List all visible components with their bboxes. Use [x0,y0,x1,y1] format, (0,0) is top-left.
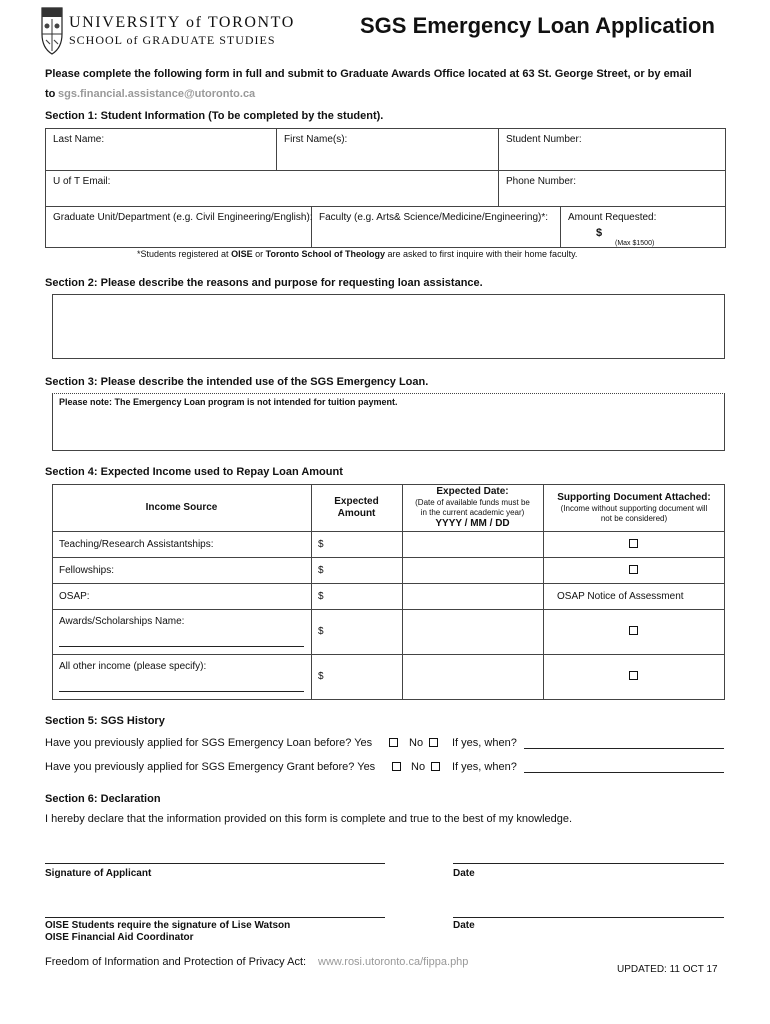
student-info-table [45,128,726,248]
awards-name-line[interactable] [59,646,304,647]
intro-text: Please complete the following form in full and submit to Graduate Awards Office located at 63 St. George Street, or by email [45,68,692,80]
grant-history-question: Have you previously applied for SGS Emergency Grant before? Yes [45,761,376,773]
note-tst: Toronto School of Theology [265,249,385,259]
loan-no-label: No [409,737,424,749]
privacy-act-label: Freedom of Information and Protection of Privacy Act: [45,956,307,968]
amount-dollar-sign: $ [596,227,603,239]
oise-date-label: Date [453,920,475,931]
uoft-email-field[interactable]: U of T Email: [53,176,111,187]
income-source-awards: Awards/Scholarships Name: [59,616,185,627]
first-name-field[interactable]: First Name(s): [284,134,348,145]
col-date-sub1: (Date of available funds must be [415,498,530,507]
amount-osap-field[interactable]: $ [318,591,324,602]
note-prefix: *Students registered at [137,249,229,259]
col-doc-sub1: (Income without supporting document will [560,504,708,513]
grant-when-line[interactable] [524,772,724,773]
loan-when-label: If yes, when? [452,737,517,749]
grant-yes-checkbox[interactable] [392,762,401,771]
section6-heading: Section 6: Declaration [45,793,161,805]
signature-applicant-label: Signature of Applicant [45,868,152,879]
amount-ta-ra-field[interactable]: $ [318,539,324,550]
loan-yes-checkbox[interactable] [389,738,398,747]
income-source-ta-ra: Teaching/Research Assistantships: [59,539,214,550]
oise-tst-note [137,249,577,259]
applicant-date-line[interactable] [453,863,724,864]
loan-history-question: Have you previously applied for SGS Emergency Loan before? Yes [45,737,373,749]
oise-signature-label [45,920,290,944]
col-date-sub2: in the current academic year) [420,508,525,517]
note-suffix: are asked to first inquire with their home faculty. [387,249,578,259]
section4-heading: Section 4: Expected Income used to Repay Loan Amount [45,466,343,478]
amount-requested-field[interactable]: Amount Requested: [568,212,657,223]
applicant-date-label: Date [453,868,475,879]
declaration-statement: I hereby declare that the information provided on this form is complete and true to the best of my knowledge. [45,813,573,825]
amount-max-note: (Max $1500) [615,240,655,247]
graduate-unit-field[interactable]: Graduate Unit/Department (e.g. Civil Engineering/English): [53,212,313,223]
doc-checkbox-fellowships[interactable] [629,565,638,574]
doc-checkbox-other[interactable] [629,671,638,680]
loan-when-line[interactable] [524,748,724,749]
oise-date-line[interactable] [453,917,724,918]
amount-fellowships-field[interactable]: $ [318,565,324,576]
doc-checkbox-awards[interactable] [629,626,638,635]
oise-line2: OISE Financial Aid Coordinator [45,932,194,943]
school-name: SCHOOL of GRADUATE STUDIES [69,33,276,47]
grant-when-label: If yes, when? [452,761,517,773]
col-expected-date [402,486,543,530]
amount-awards-field[interactable]: $ [318,626,324,637]
phone-number-field[interactable]: Phone Number: [506,176,577,187]
section1-heading: Section 1: Student Information (To be completed by the student). [45,110,384,122]
intro-to: to [45,88,56,100]
col-date-title: Expected Date: [436,486,509,497]
student-number-field[interactable]: Student Number: [506,134,582,145]
other-income-line[interactable] [59,691,304,692]
note-or: or [255,249,264,259]
income-source-other: All other income (please specify): [59,661,207,672]
income-source-osap: OSAP: [59,591,90,602]
oise-signature-line[interactable] [45,917,385,918]
updated-date: UPDATED: 11 OCT 17 [617,964,718,975]
submission-email-link[interactable]: sgs.financial.assistance@utoronto.ca [58,88,256,100]
oise-line1: OISE Students require the signature of Lise Watson [45,920,291,931]
col-doc-title: Supporting Document Attached: [557,492,711,503]
grant-no-checkbox[interactable] [431,762,440,771]
note-oise: OISE [231,249,253,259]
loan-reasons-textarea[interactable] [52,294,725,359]
tuition-note: Please note: The Emergency Loan program is not intended for tuition payment. [59,397,398,407]
col-expected-amount [311,496,402,520]
privacy-act-link[interactable]: www.rosi.utoronto.ca/fippa.php [318,956,469,968]
applicant-signature-line[interactable] [45,863,385,864]
col-income-source: Income Source [145,502,218,513]
last-name-field[interactable]: Last Name: [53,134,105,145]
grant-no-label: No [411,761,426,773]
col-amount-line1: Expected [334,496,379,507]
section2-heading: Section 2: Please describe the reasons and purpose for requesting loan assistance. [45,277,483,289]
loan-no-checkbox[interactable] [429,738,438,747]
section5-heading: Section 5: SGS History [45,715,165,727]
col-amount-line2: Amount [337,508,376,519]
university-name: UNIVERSITY of TORONTO [69,14,295,31]
col-date-format: YYYY / MM / DD [435,518,510,529]
amount-other-field[interactable]: $ [318,671,324,682]
faculty-field[interactable]: Faculty (e.g. Arts& Science/Medicine/Engineering)*: [319,212,548,223]
col-supporting-document [543,492,725,524]
university-crest-icon [40,4,64,56]
section3-heading: Section 3: Please describe the intended use of the SGS Emergency Loan. [45,376,429,388]
page-title: SGS Emergency Loan Application [360,13,715,38]
income-source-fellowships: Fellowships: [59,565,115,576]
osap-notice-label: OSAP Notice of Assessment [557,591,684,602]
col-doc-sub2: not be considered) [600,514,668,523]
doc-checkbox-ta-ra[interactable] [629,539,638,548]
